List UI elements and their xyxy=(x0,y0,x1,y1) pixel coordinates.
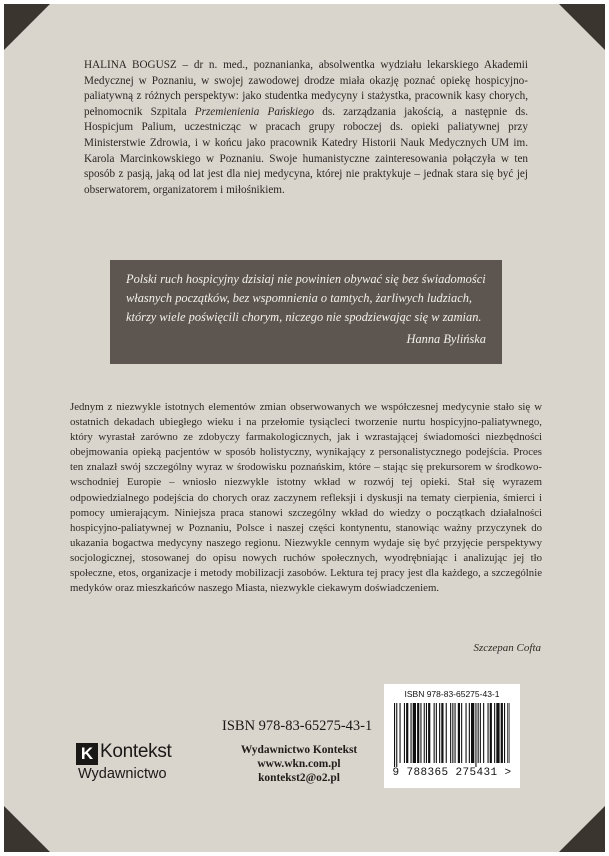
hospital-name: Przemienienia Pańskiego xyxy=(194,105,315,118)
barcode-bar xyxy=(434,703,435,763)
barcode-bar xyxy=(406,703,408,763)
publisher-logo xyxy=(76,742,202,788)
barcode-digits: 9 788365 275431 > xyxy=(392,767,512,779)
barcode-bar xyxy=(461,703,462,763)
isbn-text: ISBN 978-83-65275-43-1 xyxy=(222,718,373,734)
publisher-website: www.wkn.com.pl xyxy=(257,758,341,771)
quote-author: Hanna Bylińska xyxy=(406,332,486,346)
quote-box xyxy=(110,260,502,364)
barcode-bar xyxy=(413,703,416,763)
barcode-bar xyxy=(420,703,421,763)
barcode-bar xyxy=(501,703,503,763)
book-back-cover xyxy=(4,4,605,852)
author-bio-text-1: HALINA BOGUSZ – dr n. med., poznanianka, absolwentka wydziału lekarskiego Akademii Medycznej w Poznaniu, w swojej zawodowej drodze miała okazję poznać opiekę hospicyjno-paliatywną z różnych perspektyw: jako studentka medycyny i stażystka, pracownik kasy chorych, pełnomocnik Szpitala xyxy=(84,59,528,118)
publisher-name: Wydawnictwo Kontekst xyxy=(240,744,358,756)
barcode-bar xyxy=(436,703,437,763)
barcode-bar xyxy=(507,703,508,763)
barcode-bar xyxy=(490,703,492,763)
author-bio-text-2: ds. zarządzania jakością, a następnie ds. Hospicjum Palium, uczestnicząc w pracach grupy roboczej ds. opieki paliatywnej przy Ministerstwie Zdrowia, i w końcu jako pracownik Katedry Historii Nauk Medycznych UM im. Karola Marcinkowskiego w Poznaniu. Swoje humanistyczne zainteresowania połączyła w ten sposób z pasją, jaką od lat jest dla niej medycyna, której nie praktykuje – jednak stara się być jej obserwatorem, organizatorem i miłośnikiem. xyxy=(84,105,529,196)
barcode-bar xyxy=(452,703,453,763)
barcode-bar xyxy=(450,703,451,763)
barcode-isbn-label: ISBN 978-83-65275-43-1 xyxy=(404,689,500,699)
barcode-panel xyxy=(384,684,520,788)
barcode-bar xyxy=(494,703,495,763)
publisher-email: kontekst2@o2.pl xyxy=(258,772,340,785)
barcode-bar xyxy=(411,703,412,763)
barcode-bar xyxy=(458,703,460,763)
barcode-graphic xyxy=(394,703,510,767)
logo-name: Kontekst xyxy=(100,741,172,762)
author-bio xyxy=(84,58,528,198)
barcode-bar xyxy=(400,703,401,763)
barcode-bar xyxy=(428,703,430,763)
barcode-bar xyxy=(446,703,447,763)
barcode-bar xyxy=(483,703,484,763)
barcode-bar xyxy=(466,703,467,763)
corner-top-left xyxy=(4,4,50,50)
corner-bottom-right xyxy=(559,806,605,852)
barcode-bar xyxy=(417,703,419,763)
corner-bottom-left xyxy=(4,806,50,852)
barcode-bar xyxy=(404,703,405,763)
barcode-bar xyxy=(426,703,427,763)
description-signature: Szczepan Cofta xyxy=(473,642,541,654)
barcode-bar xyxy=(396,703,397,767)
barcode-bar xyxy=(424,703,425,763)
barcode-bar xyxy=(478,703,479,763)
barcode-bar xyxy=(475,703,476,767)
barcode-bar xyxy=(455,703,456,763)
barcode-bar xyxy=(496,703,499,763)
barcode-bar xyxy=(441,703,443,763)
barcode-bar xyxy=(504,703,505,763)
quote-text: Polski ruch hospicyjny dzisiaj nie powinien obywać się bez świadomości własnych początków, bez wspomnienia o tamtych, żarliwych ludziach, którzy wiele poświęcili chorym, niczego nie spodziewając się w zamian. xyxy=(126,272,486,324)
logo-subtitle: Wydawnictwo xyxy=(78,766,167,782)
barcode-bar xyxy=(510,703,511,763)
logo-k-mark-icon: K xyxy=(76,743,98,765)
barcode-bar xyxy=(480,703,481,763)
barcode-bar xyxy=(471,703,474,763)
book-description: Jednym z niezwykle istotnych elementów zmian obserwowanych we współczesnej medycynie stało się w ostatnich dekadach ubiegłego wieku i na przełomie tysiącleci tworzenie nurtu hospicyjno-paliatywnego, który wyrastał zarówno ze zdobyczy farmakologicznych, jak i wzrastającej świadomości niezbędności obejmowania opieką pacjentów w sposób holistyczny, wynikający z personalistycznego podejścia. Proces ten znalazł swój szczególny wyraz w środowisku poznańskim, które – stając się prekursorem w środkowo-wschodniej Europie – wniosło niezwykle istotny wkład w rozwój tej opieki. Stał się wyrazem odpowiedzialnego podejścia do chorych oraz zaczynem refleksji i dyskusji na tematy cierpienia, śmierci i pomocy umierającym. Niniejsza praca stanowi szczególny wkład do wiedzy o początkach działalności hospicyjno-paliatywnej w Poznaniu, Polsce i naszej części kontynentu, stanowiąc ważny przyczynek do ukazania bogactwa medycyny naszego regionu. Niezwykle cennym wydaje się być przyjęcie perspektywy socjologicznej, stosowanej do opisu nowych ruchów społecznych, wyodrębniając i analizując jej tło społeczne, etos, organizacje i metody mobilizacji zasobów. Lektura tej pracy jest dla każdego, a szczególnie medyków oraz mieszkańców naszego Miasta, niezwykle ciekawym doświadczeniem. xyxy=(70,401,542,595)
barcode-bar xyxy=(394,703,395,767)
corner-top-right xyxy=(559,4,605,50)
barcode-bar xyxy=(488,703,489,763)
publisher-info xyxy=(234,743,364,786)
barcode-bar xyxy=(439,703,440,763)
barcode-bar xyxy=(469,703,470,763)
